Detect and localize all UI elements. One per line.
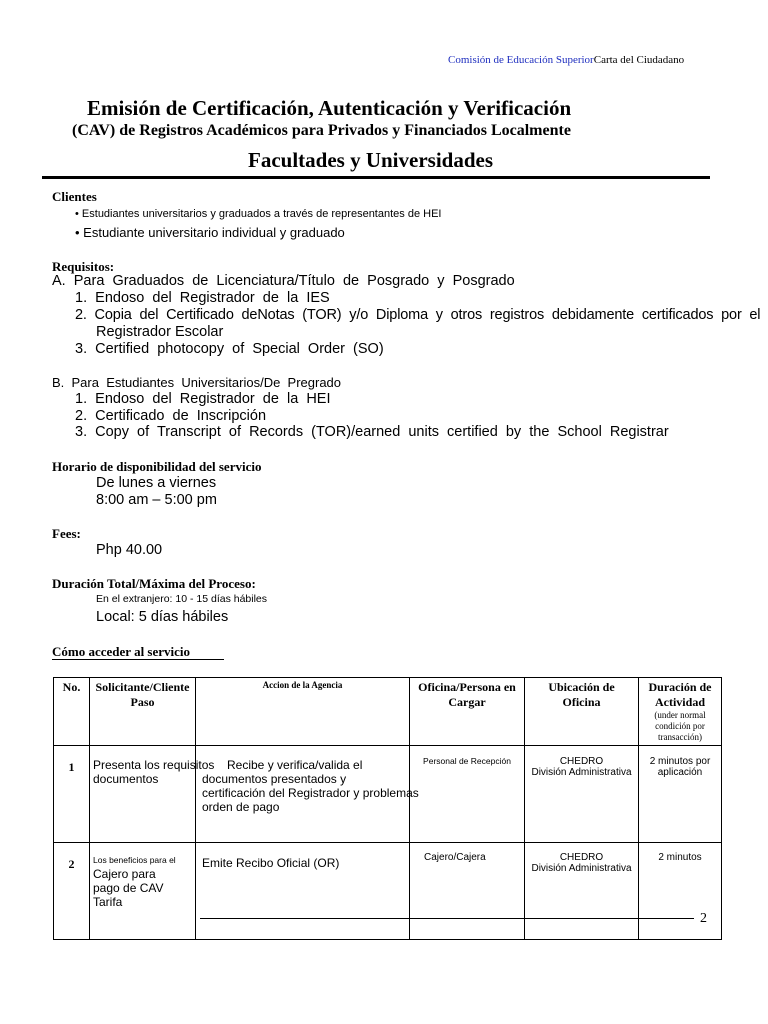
row2-client-line3: Tarifa — [93, 895, 123, 909]
fees-amount: Php 40.00 — [96, 542, 163, 558]
title-line-1: Emisión de Certificación, Autenticación y Verificación — [87, 96, 572, 120]
th-duration — [639, 678, 722, 746]
schedule-days: De lunes a viernes — [96, 475, 217, 491]
row1-client-line2: documentos — [93, 772, 159, 786]
row1-no: 1 — [54, 746, 90, 843]
clients-item-2-text: Estudiante universitario individual y graduado — [83, 225, 345, 240]
row2-location — [525, 843, 639, 940]
header-doc: Carta del Ciudadano — [593, 54, 685, 66]
requirements-group-b-title: B. Para Estudiantes Universitarios/De Pregrado — [52, 375, 342, 390]
row2-client — [90, 843, 196, 940]
row2-office: Cajero/Cajera — [410, 843, 525, 940]
row1-location-line2: División Administrativa — [531, 767, 632, 778]
requirements-a-item-1: 1. Endoso del Registrador de la IES — [75, 290, 330, 306]
row2-client-line2: pago de CAV — [93, 881, 164, 895]
header-org: Comisión de Educación Superior — [448, 54, 594, 66]
title-line-3: Facultades y Universidades — [248, 148, 494, 172]
access-heading — [52, 644, 224, 660]
duration-local: Local: 5 días hábiles — [96, 609, 229, 625]
row2-duration: 2 minutos — [639, 843, 722, 940]
clients-item-1-text: Estudiantes universitarios y graduados a través de representantes de HEI — [81, 208, 442, 220]
requirements-b-item-1: 1. Endoso del Registrador de la HEI — [75, 391, 331, 407]
row1-agency — [196, 746, 419, 843]
page-number: 2 — [700, 911, 707, 926]
row1-client-line1: Presenta los requisitos — [93, 758, 215, 772]
title-line-2: (CAV) de Registros Académicos para Privados y Financiados Localmente — [72, 122, 571, 139]
table-row — [54, 843, 722, 940]
duration-abroad: En el extranjero: 10 - 15 días hábiles — [96, 593, 268, 605]
th-agency: Accion de la Agencia — [196, 678, 410, 746]
requirements-a-item-2-cont: Registrador Escolar — [96, 324, 224, 340]
row2-location-line1: CHEDRO — [559, 852, 604, 863]
row1-location — [525, 746, 639, 843]
header-line — [448, 54, 684, 66]
access-heading-text: Cómo acceder al servicio — [52, 644, 191, 659]
clients-item-2: • Estudiante universitario individual y graduado — [75, 225, 345, 240]
row1-agency-line2: documentos presentados y — [202, 772, 347, 786]
row2-agency: Emite Recibo Oficial (OR) — [196, 843, 410, 940]
schedule-heading: Horario de disponibilidad del servicio — [52, 459, 262, 474]
th-office: Oficina/Persona en Cargar — [410, 678, 525, 746]
footer-rule — [200, 918, 694, 919]
row2-no: 2 — [54, 843, 90, 940]
th-location: Ubicación de Oficina — [525, 678, 639, 746]
clients-item-1: • Estudiantes universitarios y graduados a través de representantes de HEI — [75, 208, 442, 220]
row1-agency-line4: orden de pago — [202, 800, 280, 814]
requirements-heading: Requisitos: — [52, 259, 115, 274]
th-duration-note: (under normal condición por transacción) — [654, 710, 706, 742]
clients-heading: Clientes — [52, 189, 97, 204]
row1-location-line1: CHEDRO — [559, 756, 604, 767]
row1-duration: 2 minutos por aplicación — [639, 746, 722, 843]
table-header-row — [54, 678, 722, 746]
service-table — [53, 677, 722, 940]
schedule-hours: 8:00 am – 5:00 pm — [96, 492, 217, 508]
th-no: No. — [54, 678, 90, 746]
fees-heading: Fees: — [52, 526, 81, 541]
th-duration-title: Duración de Actividad — [648, 680, 712, 709]
th-client: Solicitante/Cliente Paso — [90, 678, 196, 746]
row2-client-small: Los beneficios para el — [93, 855, 176, 865]
row1-client — [90, 746, 215, 843]
title-rule — [42, 176, 710, 179]
duration-heading: Duración Total/Máxima del Proceso: — [52, 576, 256, 591]
row1-agency-line1: Recibe y verifica/valida el — [227, 758, 363, 772]
row1-office: Personal de Recepción — [410, 746, 525, 843]
requirements-a-item-3: 3. Certified photocopy of Special Order (SO) — [75, 341, 384, 357]
requirements-b-item-2: 2. Certificado de Inscripción — [75, 408, 267, 424]
row2-client-line1: Cajero para — [93, 867, 156, 881]
table-row — [54, 746, 722, 843]
row1-agency-line3: certificación del Registrador y problemas — [202, 786, 419, 800]
row2-location-line2: División Administrativa — [531, 863, 632, 874]
requirements-group-a-title: A. Para Graduados de Licenciatura/Título de Posgrado y Posgrado — [52, 273, 515, 289]
requirements-a-item-2: 2. Copia del Certificado deNotas (TOR) y/o Diploma y otros registros debidamente certificados por el — [75, 307, 761, 323]
requirements-b-item-3: 3. Copy of Transcript of Records (TOR)/earned units certified by the School Registrar — [75, 424, 669, 440]
